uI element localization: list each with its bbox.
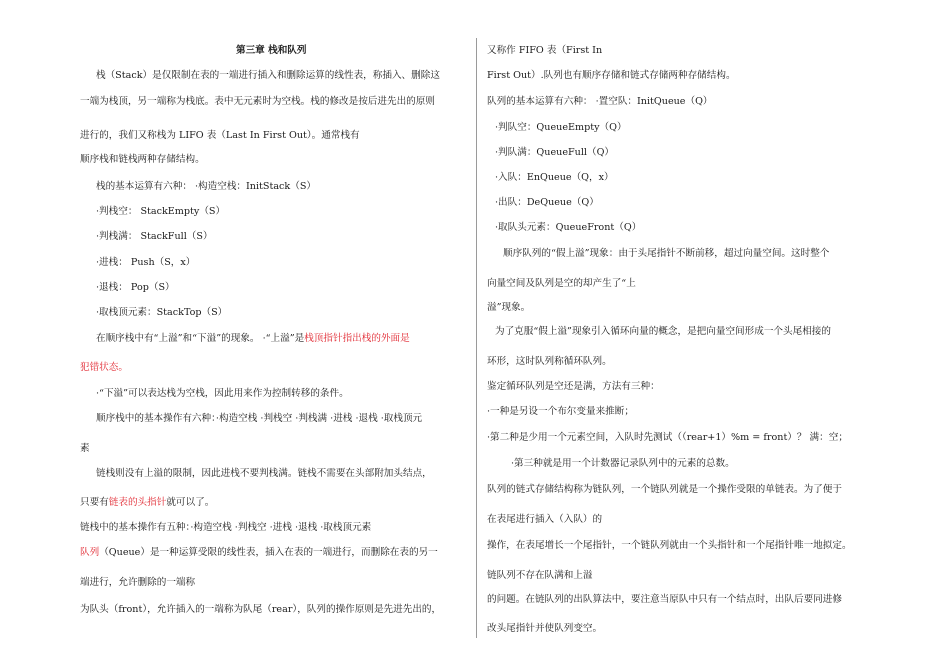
list-item: ·出队：DeQueue（Q）: [495, 197, 599, 208]
paragraph-line: 鉴定循环队列是空还是满，方法有三种：: [487, 381, 660, 392]
paragraph-line: 队列的链式存储结构称为链队列，一个链队列就是一个操作受限的单链表。为了便于: [487, 484, 842, 495]
paragraph-line: 在表尾进行插入（入队）的: [487, 514, 603, 525]
paragraph-line: 链队列不存在队满和上溢: [487, 570, 593, 581]
paragraph-line: 向量空间及队列是空的却产生了“上: [487, 278, 636, 289]
list-item: ·取队头元素：QueueFront（Q）: [495, 222, 642, 233]
text-run: （Queue）是一种运算受限的线性表，插入在表的一端进行，而删除在表的另一: [99, 547, 438, 558]
paragraph-line: 又称作 FIFO 表（First In: [487, 45, 603, 56]
list-item: ·一种是另设一个布尔变量来推断；: [487, 406, 634, 417]
list-item: ·进栈： Push（S，x）: [96, 257, 196, 268]
paragraph-line: 链栈则没有上溢的限制，因此进栈不要判栈满。链栈不需要在头部附加头结点，: [96, 468, 432, 479]
paragraph-line: 顺序队列的“假上溢”现象：由于头尾指针不断前移，超过向量空间。这时整个: [503, 248, 830, 259]
paragraph-line: 栈的基本运算有六种： ·构造空栈：InitStack（S）: [96, 181, 316, 192]
highlighted-text: 栈顶指针指出栈的外面是: [304, 333, 410, 344]
paragraph-line: 为了克服“假上溢”现象引入循环向量的概念，是把向量空间形成一个头尾相接的: [495, 326, 831, 337]
list-item: ·退栈： Pop（S）: [96, 282, 175, 293]
left-column: [80, 0, 468, 672]
text-run: 在顺序栈中有“上溢”和“下溢”的现象。 ·“上溢”是: [96, 333, 305, 344]
paragraph-line: [96, 333, 410, 345]
list-item: ·取栈顶元素：StackTop（S）: [96, 307, 228, 318]
paragraph-line: ·“下溢”可以表达栈为空栈，因此用来作为控制转移的条件。: [96, 388, 349, 399]
list-item: ·判栈空： StackEmpty（S）: [96, 206, 226, 217]
paragraph-line: 操作，在表尾增长一个尾指针，一个链队列就由一个头指针和一个尾指针唯一地拟定。: [487, 540, 852, 551]
paragraph-line: [80, 497, 214, 509]
list-item: ·判队满：QueueFull（Q）: [495, 147, 615, 158]
text-run: 只要有: [80, 497, 109, 508]
list-item: ·判栈满： StackFull（S）: [96, 231, 213, 242]
highlighted-text: 链表的头指针: [108, 497, 167, 508]
right-column: [487, 0, 887, 672]
paragraph-line: 溢”现象。: [487, 302, 531, 313]
paragraph-line: 一端为栈顶，另一端称为栈底。表中无元素时为空栈。栈的修改是按后进先出的原则: [80, 96, 435, 107]
highlighted-text: 队列: [80, 547, 100, 558]
paragraph-line: First Out）.队列也有顺序存储和链式存储两种存储结构。: [487, 70, 736, 81]
list-item: ·第二种是少用一个元素空间，入队时先测试（（rear+1）%m = front）？ 满：空；: [487, 432, 848, 443]
list-item: ·入队：EnQueue（Q，x）: [495, 172, 614, 183]
paragraph-line: 顺序栈和链栈两种存储结构。: [80, 154, 205, 165]
paragraph-line: 端进行，允许删除的一端称: [80, 577, 196, 588]
paragraph-line: 链栈中的基本操作有五种：·构造空栈 ·判栈空 ·进栈 ·退栈 ·取栈顶元素: [80, 522, 372, 533]
paragraph-line: 队列的基本运算有六种： ·置空队：InitQueue（Q）: [487, 96, 713, 107]
paragraph-line: 改头尾指针并使队列变空。: [487, 623, 603, 634]
paragraph-line: 的问题。在链队列的出队算法中，要注意当原队中只有一个结点时，出队后要同进修: [487, 594, 842, 605]
highlighted-text: 犯错状态。: [80, 362, 128, 373]
paragraph-line: [80, 547, 438, 559]
paragraph-line: 进行的，我们又称栈为 LIFO 表（Last In First Out）。通常栈有: [80, 130, 360, 141]
chapter-title: 第三章 栈和队列: [236, 45, 307, 56]
list-item: ·判队空：QueueEmpty（Q）: [495, 122, 627, 133]
paragraph-line: 顺序栈中的基本操作有六种：·构造空栈 ·判栈空 ·判栈满 ·进栈 ·退栈 ·取栈顶元: [96, 413, 423, 424]
list-item: ·第三种就是用一个计数器记录队列中的元素的总数。: [511, 458, 735, 469]
column-divider: [476, 38, 477, 638]
paragraph-line: 环形，这时队列称循环队列。: [487, 356, 612, 367]
paragraph-line: 为队头（front），允许插入的一端称为队尾（rear），队列的操作原则是先进先出的，: [80, 604, 442, 615]
paragraph-line: 素: [80, 443, 90, 454]
text-run: 就可以了。: [166, 497, 215, 508]
paragraph-line: 栈（Stack）是仅限制在表的一端进行插入和删除运算的线性表，称插入、删除这: [96, 70, 440, 81]
